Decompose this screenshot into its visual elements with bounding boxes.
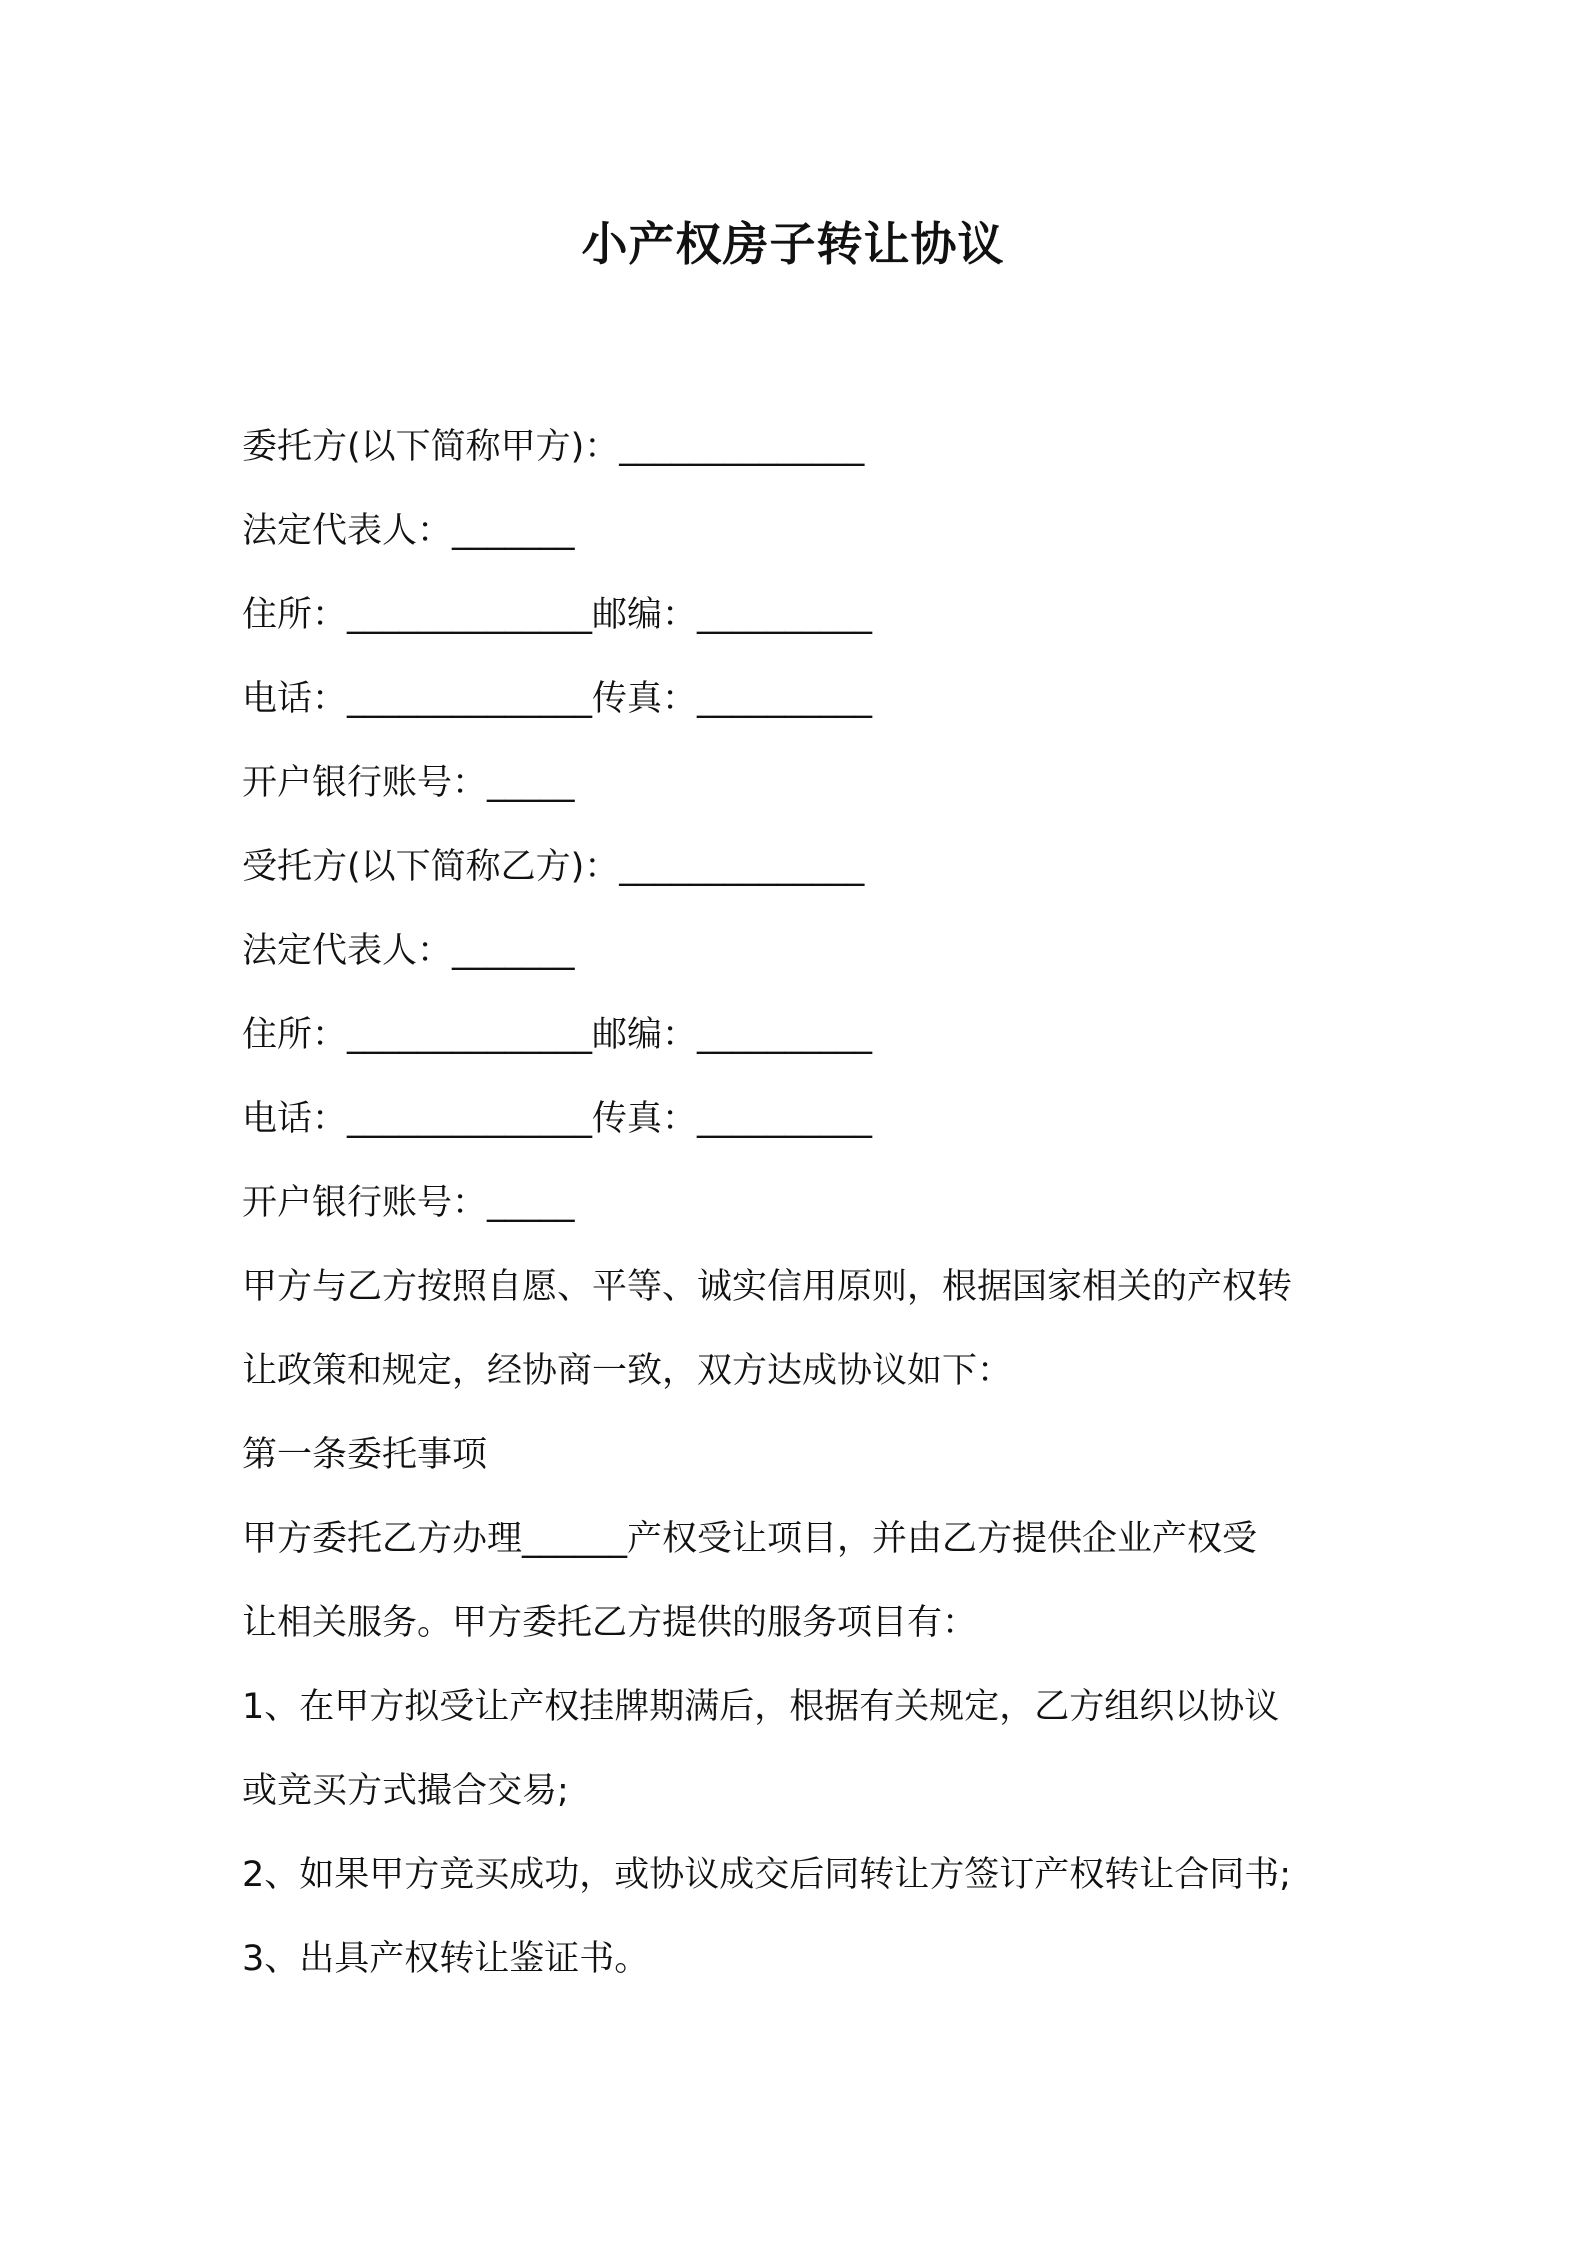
party-a-phone-line: 电话：______________传真：__________ [242, 679, 873, 719]
article-1-heading: 第一条委托事项 [242, 1435, 488, 1475]
document-title: 小产权房子转让协议 [581, 217, 1005, 271]
party-b-bank-line: 开户银行账号：_____ [242, 1183, 575, 1223]
service-item-3: 3、出具产权转让鉴证书。 [242, 1939, 650, 1979]
party-b-legal-rep-line: 法定代表人：_______ [242, 931, 575, 971]
party-a-name-line: 委托方(以下简称甲方)：______________ [242, 427, 865, 467]
service-item-1-line-1: 1、在甲方拟受让产权挂牌期满后，根据有关规定，乙方组织以协议 [242, 1687, 1280, 1727]
service-item-1-line-2: 或竞买方式撮合交易; [242, 1771, 569, 1811]
party-a-legal-rep-line: 法定代表人：_______ [242, 511, 575, 551]
party-b-address-line: 住所：______________邮编：__________ [242, 1015, 873, 1055]
article-1-line-2: 让相关服务。甲方委托乙方提供的服务项目有： [242, 1603, 978, 1643]
party-a-address-line: 住所：______________邮编：__________ [242, 595, 873, 635]
service-item-2: 2、如果甲方竞买成功，或协议成交后同转让方签订产权转让合同书; [242, 1855, 1292, 1895]
document-body [242, 405, 1362, 2001]
article-1-line-1: 甲方委托乙方办理______产权受让项目，并由乙方提供企业产权受 [242, 1519, 1258, 1559]
preamble-line-2: 让政策和规定，经协商一致，双方达成协议如下： [242, 1351, 1013, 1391]
party-a-bank-line: 开户银行账号：_____ [242, 763, 575, 803]
preamble-line-1: 甲方与乙方按照自愿、平等、诚实信用原则，根据国家相关的产权转 [242, 1267, 1293, 1307]
party-b-name-line: 受托方(以下简称乙方)：______________ [242, 847, 865, 887]
party-b-phone-line: 电话：______________传真：__________ [242, 1099, 873, 1139]
